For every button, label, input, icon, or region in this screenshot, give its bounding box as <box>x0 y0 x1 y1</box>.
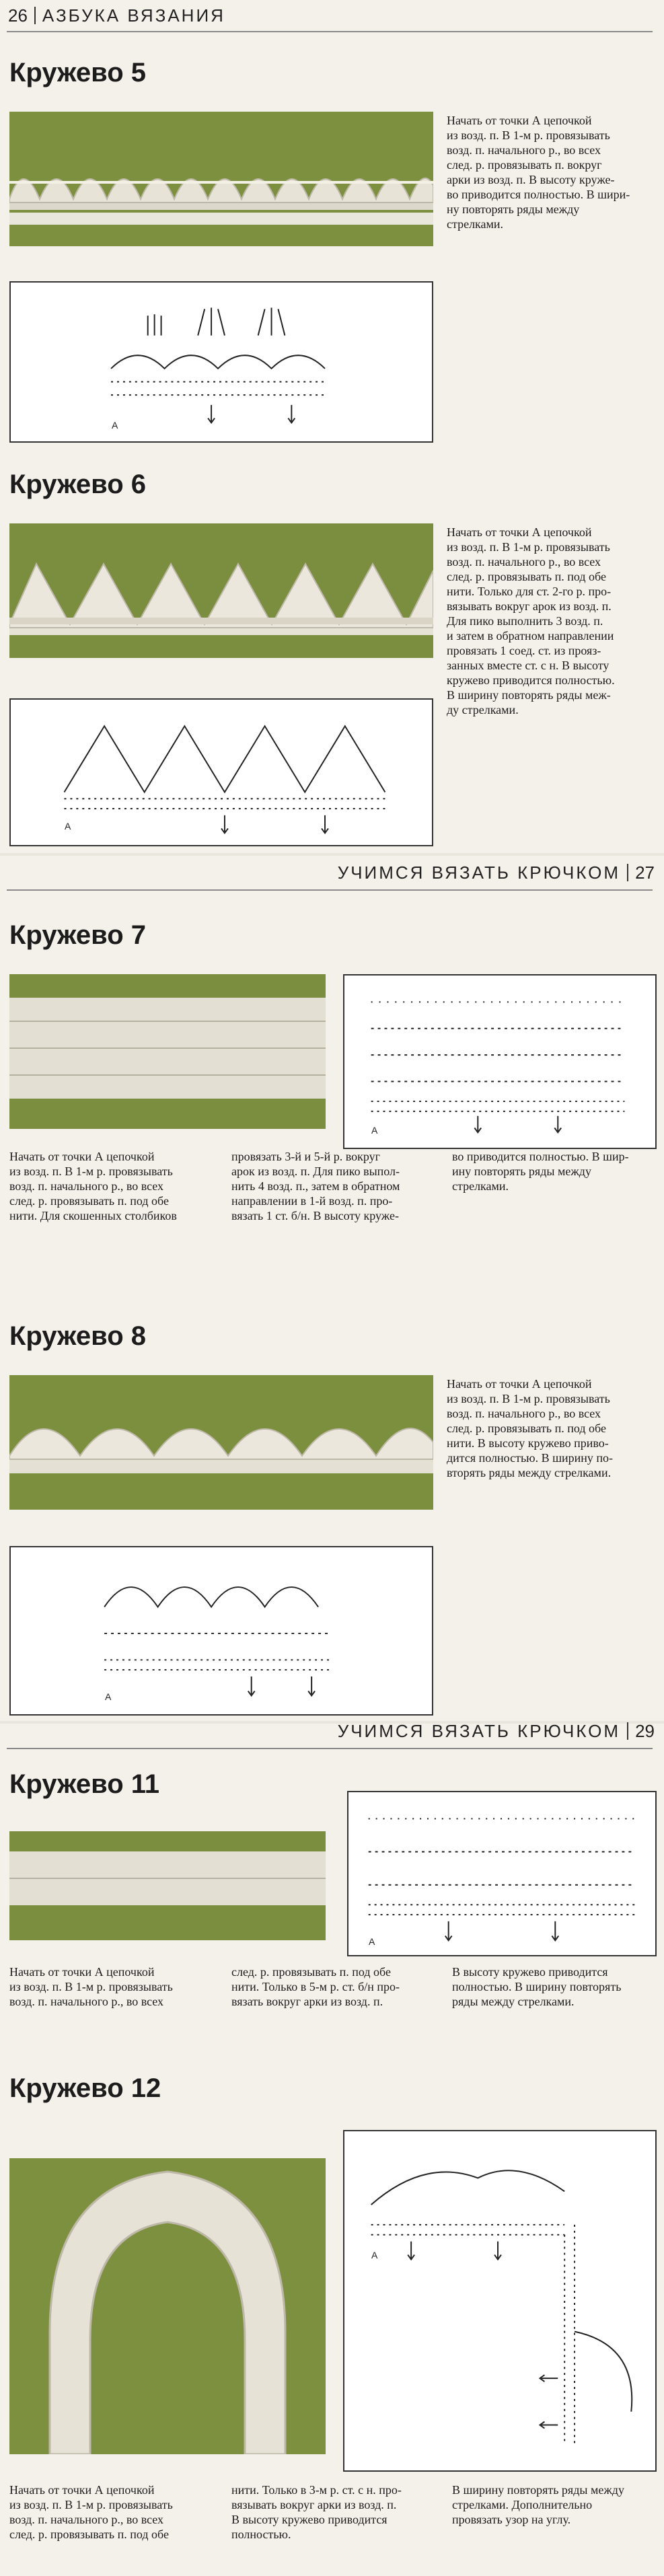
running-head-page-26 <box>8 5 225 26</box>
section-title: УЧИМСЯ ВЯЗАТЬ КРЮЧКОМ <box>337 862 621 883</box>
lace-photo <box>9 1831 326 1940</box>
lace-instructions-col3: В высоту кружево приводится полностью. В ширину повторять ряды между стрелками. <box>452 1965 622 2008</box>
diagram-start-label: A <box>371 2250 378 2260</box>
lace-instructions-col1: Начать от точки А цепочкой из возд. п. В 1-м р. провязывать возд. п. начального р., во всех след. р. провязывать п. под обе нити. Для скошенных столбиков <box>9 1150 177 1222</box>
separator <box>627 1722 628 1740</box>
crochet-diagram <box>343 974 657 1149</box>
lace-title: Кружево 12 <box>9 2073 161 2103</box>
crochet-diagram <box>9 281 433 443</box>
lace-title: Кружево 6 <box>9 470 146 499</box>
lace-instructions-col3: В ширину повторять ряды между стрелками. Дополнительно провязать узор на углу. <box>452 2483 624 2526</box>
page-number: 26 <box>8 5 28 26</box>
crochet-diagram <box>343 2130 657 2472</box>
page-separator <box>0 853 664 856</box>
page-number: 27 <box>635 862 655 883</box>
diagram-start-label: A <box>371 1125 378 1136</box>
lace-instructions: Начать от точки А цепочкой из возд. п. В 1-м р. провязывать возд. п. начального р., во всех след. р. провязывать п. под обе нити. В высоту кружево приво- дится полностью. В ширину по- вторять ряды между стрелками. <box>447 1377 614 1479</box>
lace-instructions-col2: нити. Только в 3-м р. ст. с н. про- вязывать вокруг арки из возд. п. В высоту кружево приводится полностью. <box>231 2483 402 2541</box>
separator <box>627 864 628 881</box>
crochet-diagram <box>347 1791 657 1956</box>
lace-title: Кружево 11 <box>9 1769 160 1799</box>
divider <box>7 1748 653 1749</box>
lace-instructions-col1: Начать от точки А цепочкой из возд. п. В 1-м р. провязывать возд. п. начального р., во всех <box>9 1965 173 2008</box>
lace-instructions-col2: провязать 3-й и 5-й р. вокруг арок из возд. п. Для пико выпол- нить 4 возд. п., затем в обратном направлении в 1-й возд. п. про- вязать 1 ст. б/н. В высоту круже- <box>231 1150 400 1222</box>
running-head-page-29 <box>338 1721 655 1742</box>
divider <box>7 31 653 32</box>
running-head-page-27 <box>338 862 655 883</box>
lace-photo <box>9 523 433 658</box>
lace-photo <box>9 1375 433 1510</box>
page-number: 29 <box>635 1721 655 1741</box>
diagram-start-label: A <box>112 420 118 431</box>
lace-photo <box>9 2158 326 2454</box>
diagram-start-label: A <box>369 1936 375 1947</box>
lace-photo <box>9 974 326 1129</box>
diagram-start-label: A <box>105 1691 112 1702</box>
lace-title: Кружево 7 <box>9 920 146 950</box>
section-title: АЗБУКА ВЯЗАНИЯ <box>42 5 225 26</box>
crochet-diagram <box>9 698 433 846</box>
separator <box>34 7 36 24</box>
lace-photo <box>9 112 433 246</box>
lace-title: Кружево 5 <box>9 58 146 87</box>
lace-instructions-col2: след. р. провязывать п. под обе нити. Только в 5-м р. ст. б/н про- вязать вокруг арки из возд. п. <box>231 1965 400 2008</box>
diagram-start-label: A <box>65 821 71 832</box>
divider <box>7 889 653 891</box>
section-title: УЧИМСЯ ВЯЗАТЬ КРЮЧКОМ <box>337 1721 621 1741</box>
crochet-diagram <box>9 1546 433 1716</box>
lace-instructions-col3: во приводится полностью. В шир- ину повторять ряды между стрелками. <box>452 1150 629 1193</box>
lace-instructions: Начать от точки А цепочкой из возд. п. В 1-м р. провязывать возд. п. начального р., во всех след. р. провязывать п. под обе нити. Только для ст. 2-го р. про- вязывать вокруг арок из возд. п. Для пико выполнить 3 возд. п. и затем в обратном направлении провязать 1 соед. ст. из прояз- занных вместе ст. с н. В высоту кружево приводится полностью. В ширину повторять ряды меж- ду стрелками. <box>447 525 615 716</box>
lace-title: Кружево 8 <box>9 1321 146 1351</box>
lace-instructions: Начать от точки А цепочкой из возд. п. В 1-м р. провязывать возд. п. начального р., во всех след. р. провязывать п. вокруг арки из возд. п. В высоту круже- во приводится полностью. В шири- ну повторять ряды между стрелками. <box>447 114 630 231</box>
lace-instructions-col1: Начать от точки А цепочкой из возд. п. В 1-м р. провязывать возд. п. начального р., во всех след. р. провязывать п. под обе <box>9 2483 173 2541</box>
